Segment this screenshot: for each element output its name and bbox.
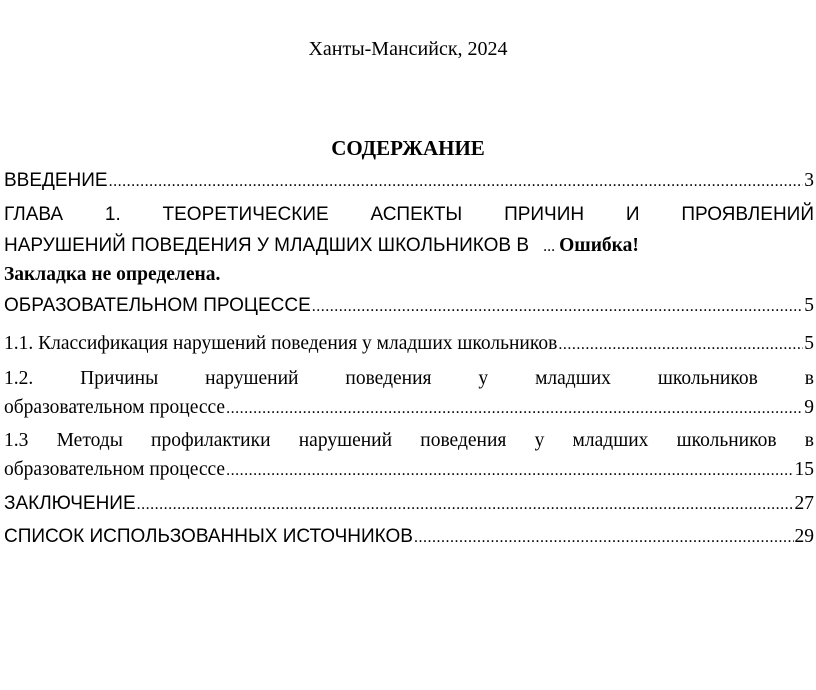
toc-entry-chapter1-line1[interactable]	[4, 202, 814, 228]
dot-leader	[137, 492, 794, 517]
toc-entry-label: образовательном процессе	[4, 397, 226, 418]
toc-word: младших	[572, 430, 649, 451]
toc-word: 1.2.	[4, 368, 34, 389]
toc-word: нарушений	[298, 430, 393, 451]
dot-leader: ...	[543, 238, 556, 255]
toc-entry-section-1-2-line1[interactable]	[4, 366, 814, 392]
toc-title: СОДЕРЖАНИЕ	[331, 136, 485, 160]
toc-entry-label: СПИСОК ИСПОЛЬЗОВАННЫХ ИСТОЧНИКОВ	[4, 526, 413, 547]
toc-entry-chapter1-line3	[4, 262, 814, 288]
city-year: Ханты-Мансийск, 2024	[308, 38, 508, 60]
toc-page-number: 5	[804, 295, 814, 316]
toc-word: АСПЕКТЫ	[370, 204, 463, 225]
toc-page-number: 15	[794, 459, 814, 480]
toc-entry-conclusion[interactable]	[4, 491, 814, 517]
toc-word: Причины	[80, 368, 159, 389]
toc-entry-label: ВВЕДЕНИЕ	[4, 170, 108, 191]
toc-entry-intro[interactable]	[4, 168, 814, 194]
toc-word: поведения	[420, 430, 507, 451]
dot-leader	[226, 396, 803, 421]
toc-word: у	[534, 430, 545, 451]
toc-word: ПРОЯВЛЕНИЙ	[681, 204, 814, 225]
toc-word: ПРИЧИН	[504, 204, 585, 225]
bookmark-error-text: Закладка не определена.	[4, 264, 221, 285]
toc-entry-chapter1-line2[interactable]	[4, 233, 814, 259]
dot-leader	[414, 525, 794, 550]
toc-word: 1.	[104, 204, 121, 225]
toc-entry-label: ОБРАЗОВАТЕЛЬНОМ ПРОЦЕССЕ	[4, 295, 311, 316]
toc-entry-section-1-2-line2[interactable]	[4, 395, 814, 421]
toc-entry-section-1-1[interactable]	[4, 331, 814, 357]
dot-leader	[558, 332, 803, 357]
toc-word: в	[804, 430, 814, 451]
toc-word: у	[478, 368, 489, 389]
toc-word: школьников	[676, 430, 777, 451]
toc-word: в	[804, 368, 814, 389]
toc-entry-section-1-3-line1[interactable]	[4, 428, 814, 454]
toc-word: поведения	[345, 368, 432, 389]
toc-word: 1.3	[4, 430, 29, 451]
toc-entry-section-1-3-line2[interactable]	[4, 457, 814, 483]
toc-page-number: 9	[804, 397, 814, 418]
bookmark-error-text: Ошибка!	[559, 235, 639, 256]
toc-word: профилактики	[151, 430, 271, 451]
toc-entry-label: ЗАКЛЮЧЕНИЕ	[4, 493, 136, 514]
toc-entry-label: НАРУШЕНИЙ ПОВЕДЕНИЯ У МЛАДШИХ ШКОЛЬНИКОВ В	[4, 235, 530, 256]
toc-word: младших	[535, 368, 611, 389]
toc-page-number: 27	[794, 493, 814, 514]
toc-entry-label: образовательном процессе	[4, 459, 226, 480]
toc-word: ГЛАВА	[4, 204, 64, 225]
toc-page-number: 3	[804, 170, 814, 191]
toc-page-number: 29	[794, 526, 814, 547]
toc-word: школьников	[657, 368, 758, 389]
toc-word: ТЕОРЕТИЧЕСКИЕ	[162, 204, 329, 225]
toc-word: нарушений	[205, 368, 299, 389]
toc-entry-chapter1-line4[interactable]	[4, 293, 814, 319]
toc-word: Методы	[56, 430, 123, 451]
toc-page-number: 5	[804, 333, 814, 354]
dot-leader	[226, 458, 793, 483]
dot-leader	[312, 294, 804, 319]
toc-word: И	[625, 204, 640, 225]
toc-entry-sources[interactable]	[4, 524, 814, 550]
toc-entry-label: 1.1. Классификация нарушений поведения у младших школьников	[4, 333, 558, 354]
dot-leader	[109, 169, 804, 194]
